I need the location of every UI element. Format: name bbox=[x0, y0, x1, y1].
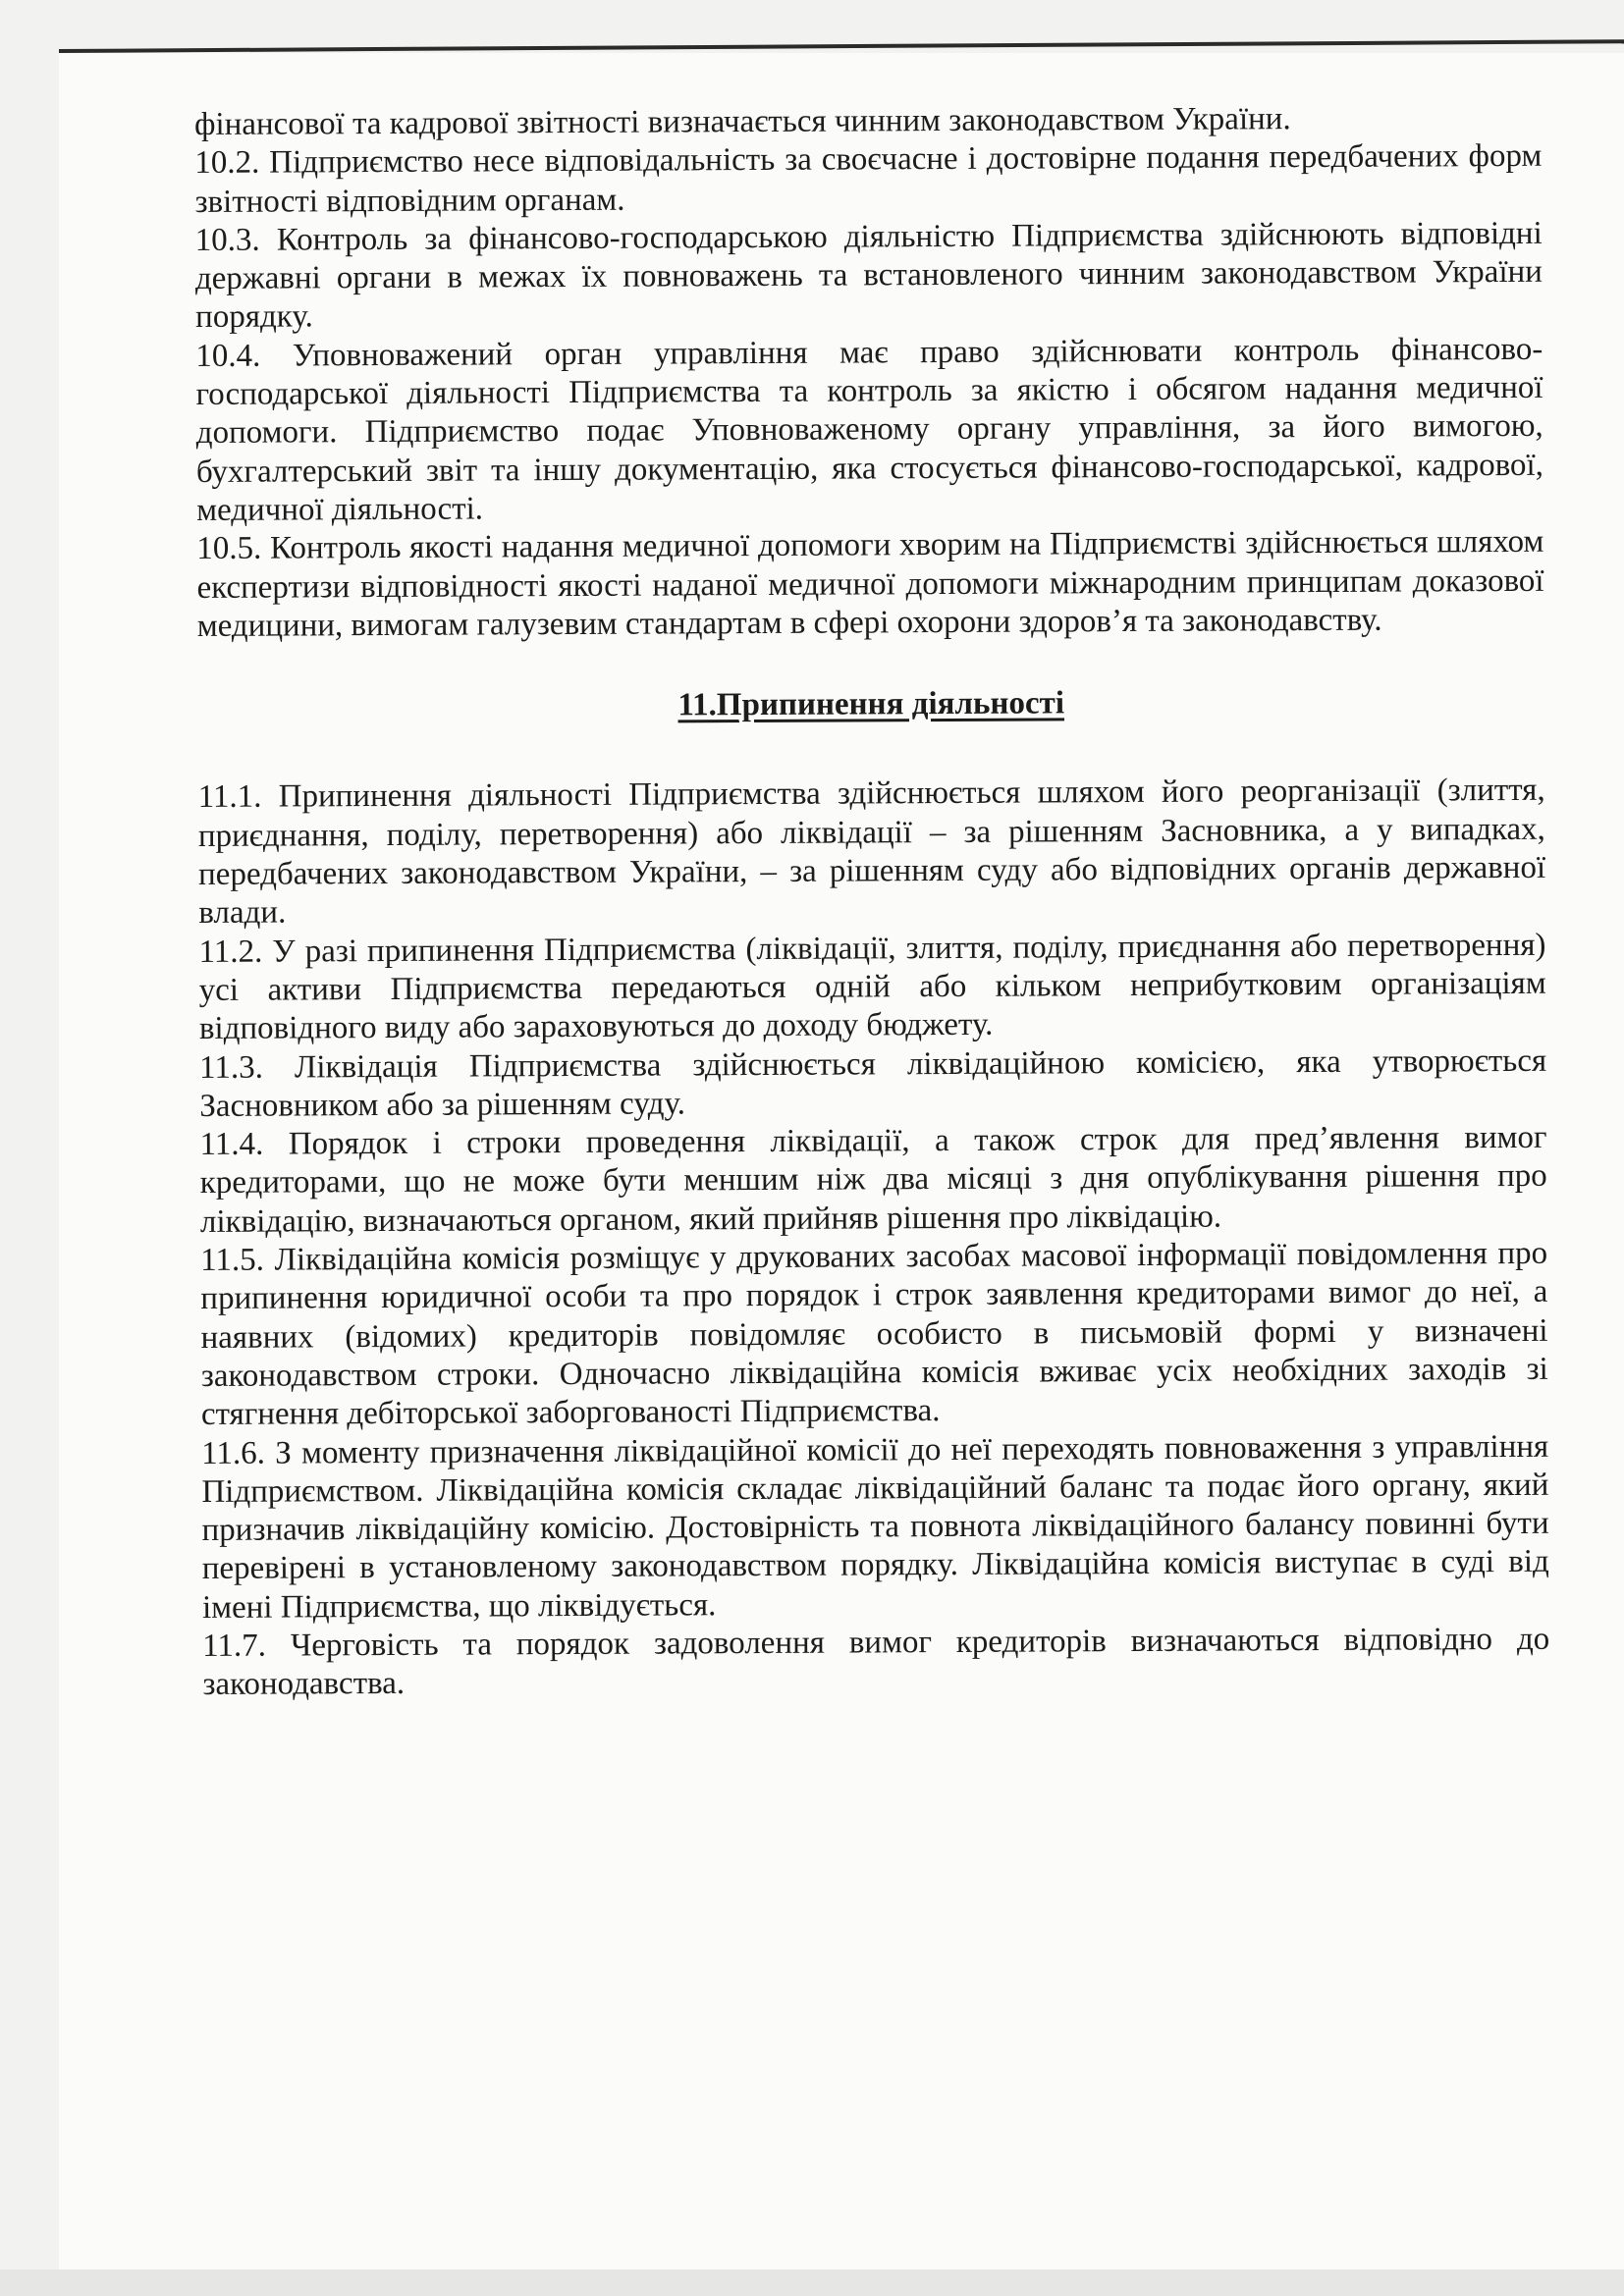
paragraph-10-4: 10.4. Уповноважений орган управління має право здійснювати контроль фінансово-господарської діяльності Підприємства та контроль за якістю і обсягом надання медичної допомоги. Підприємство подає Уповноваженому органу управління, за його вимогою, бухгалтерський звіт та іншу документацію, яка стосується фінансово-господарської, кадрової, медичної діяльності. bbox=[195, 331, 1544, 528]
paragraph-11-2: 11.2. У разі припинення Підприємства (ліквідації, злиття, поділу, приєднання або перетворення) усі активи Підприємства передаються одній або кільком неприбутковим організаціям відповідного виду або зараховуються до доходу бюджету. bbox=[198, 927, 1546, 1047]
section-11-heading: 11.Припинення діяльності bbox=[677, 685, 1065, 723]
paragraph-11-4: 11.4. Порядок і строки проведення ліквідації, а також строк для пред’явлення вимог кредиторами, що не може бути меншим ніж два місяці з дня опублікування рішення про ліквідацію, визначаються органом, який прийняв рішення про ліквідацію. bbox=[199, 1119, 1547, 1240]
scan-top-edge bbox=[59, 39, 1624, 53]
paragraph-11-3: 11.3. Ліквідація Підприємства здійснюється ліквідаційною комісією, яка утворюється Засновником або за рішенням суду. bbox=[199, 1042, 1547, 1124]
paragraph-11-6: 11.6. З моменту призначення ліквідаційної комісії до неї переходять повноваження з управління Підприємством. Ліквідаційна комісія складає ліквідаційний баланс та подає його органу, який призначив ліквідаційну комісію. Достовірність та повнота ліквідаційного балансу повинні бути перевірені в установленому законодавством порядку. Ліквідаційна комісія виступає в суді від імені Підприємства, що ліквідується. bbox=[201, 1428, 1549, 1626]
paragraph-10-5: 10.5. Контроль якості надання медичної допомоги хворим на Підприємстві здійснюється шляхом експертизи відповідності якості наданої медичної допомоги міжнародним принципам доказової медицини, вимогам галузевим стандартам в сфері охорони здоров’я та законодавству. bbox=[196, 524, 1544, 644]
paragraph-11-7: 11.7. Черговість та порядок задоволення вимог кредиторів визначаються відповідно до законодавства. bbox=[202, 1621, 1550, 1703]
paragraph-11-1: 11.1. Припинення діяльності Підприємства здійснюється шляхом його реорганізації (злиття, приєднання, поділу, перетворення) або ліквідації – за рішенням Засновника, а у випадках, передбачених законодавством України, – за рішенням суду або відповідних органів державної влади. bbox=[197, 773, 1546, 932]
paragraph-10-2: 10.2. Підприємство несе відповідальність за своєчасне і достовірне подання передбачених форм звітності відповідним органам. bbox=[194, 138, 1543, 220]
scan-bottom-margin bbox=[0, 2269, 1624, 2296]
paragraph-11-5: 11.5. Ліквідаційна комісія розміщує у друкованих засобах масової інформації повідомлення про припинення юридичної особи та про порядок і строк заявлення кредиторами вимог до неї, а наявних (відомих) кредиторів повідомляє особисто в письмовій формі у визначені законодавством строки. Одночасно ліквідаційна комісія вживає усіх необхідних заходів зі стягнення дебіторської заборгованості Підприємства. bbox=[200, 1235, 1548, 1433]
paragraph-10-3: 10.3. Контроль за фінансово-господарською діяльністю Підприємства здійснюють відповідні державні органи в межах їх повноважень та встановленого чинним законодавством України порядку. bbox=[194, 215, 1543, 336]
paragraph-10-1-continuation: фінансової та кадрової звітності визначається чинним законодавством України. bbox=[194, 101, 1291, 142]
document-body bbox=[194, 99, 1550, 1705]
